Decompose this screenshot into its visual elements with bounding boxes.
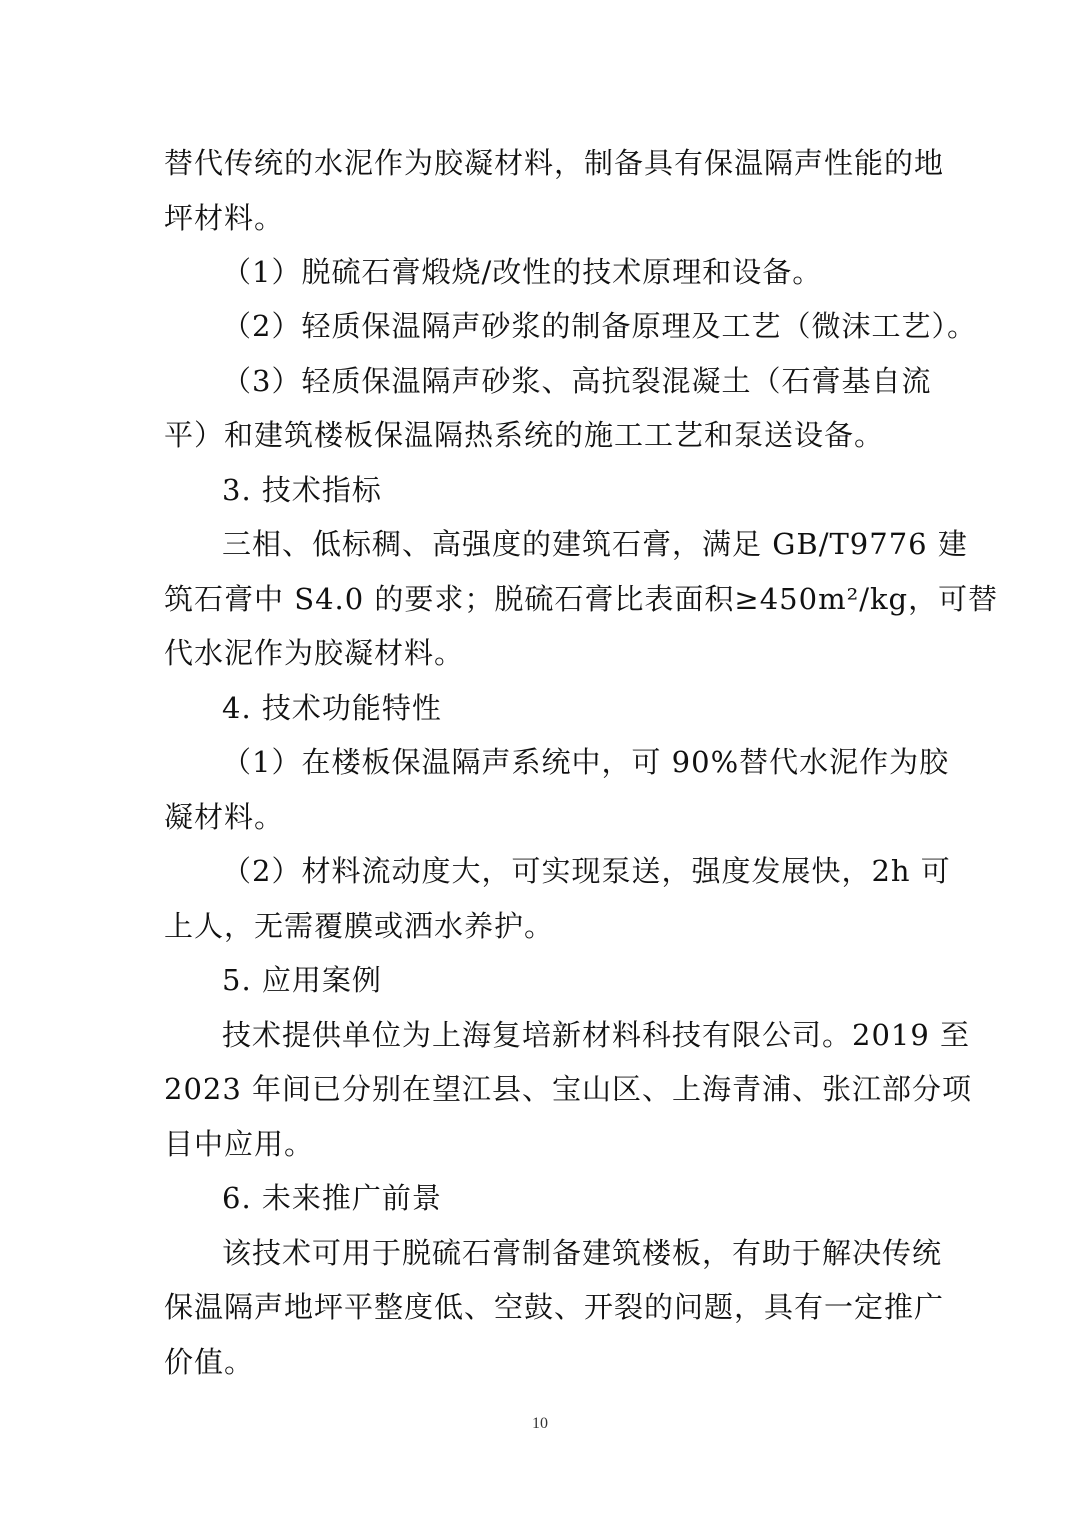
list-item-2-continuation: 上人，无需覆膜或洒水养护。 [164,909,555,943]
paragraph-line: 坪材料。 [164,201,285,235]
paragraph-line: 筑石膏中 S4.0 的要求；脱硫石膏比表面积≥450m²/kg，可替 [164,582,999,616]
paragraph-line: 目中应用。 [164,1127,315,1161]
paragraph-line: 2023 年间已分别在望江县、宝山区、上海青浦、张江部分项 [164,1072,973,1106]
paragraph-line: 替代传统的水泥作为胶凝材料，制备具有保温隔声性能的地 [164,146,945,180]
list-item-1: （1）脱硫石膏煅烧/改性的技术原理和设备。 [222,255,823,289]
paragraph-line: 保温隔声地坪平整度低、空鼓、开裂的问题，具有一定推广 [164,1290,945,1324]
list-item-3-continuation: 平）和建筑楼板保温隔热系统的施工工艺和泵送设备。 [164,418,885,452]
paragraph-line: 三相、低标稠、高强度的建筑石膏，满足 GB/T9776 建 [222,527,968,561]
paragraph-line: 价值。 [164,1345,255,1379]
list-item-1-continuation: 凝材料。 [164,800,285,834]
list-item-3: （3）轻质保温隔声砂浆、高抗裂混凝土（石膏基自流 [222,364,932,398]
section-heading-future-prospects: 6. 未来推广前景 [222,1181,442,1215]
paragraph-line: 技术提供单位为上海复培新材料科技有限公司。2019 至 [222,1018,971,1052]
list-item-2: （2）轻质保温隔声砂浆的制备原理及工艺（微沫工艺）。 [222,309,977,343]
paragraph-line: 该技术可用于脱硫石膏制备建筑楼板，有助于解决传统 [222,1236,943,1270]
page-number: 10 [532,1415,548,1432]
section-heading-functional-features: 4. 技术功能特性 [222,691,442,725]
section-heading-application-cases: 5. 应用案例 [222,963,382,997]
paragraph-line: 代水泥作为胶凝材料。 [164,636,465,670]
list-item-2: （2）材料流动度大，可实现泵送，强度发展快，2h 可 [222,854,951,888]
section-heading-technical-indicators: 3. 技术指标 [222,473,382,507]
list-item-1: （1）在楼板保温隔声系统中，可 90%替代水泥作为胶 [222,745,950,779]
